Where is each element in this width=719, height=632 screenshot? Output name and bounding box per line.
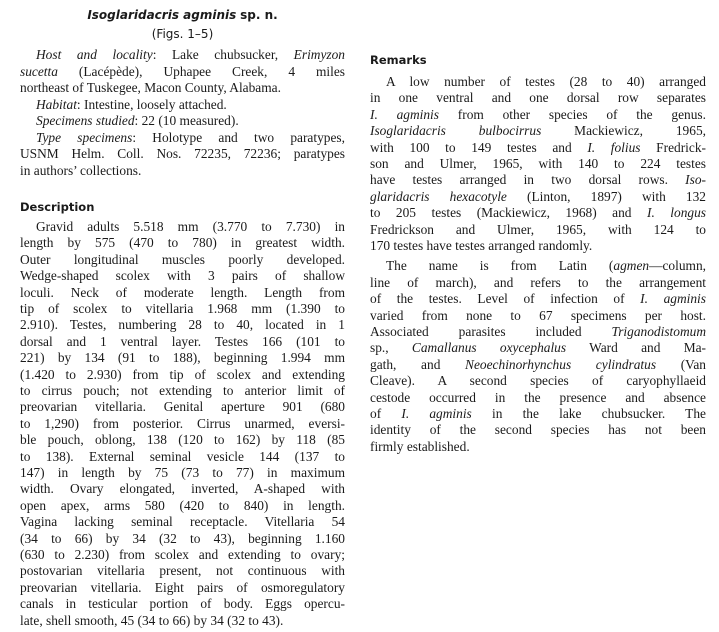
text-run: postovarian vitellaria present, not continuous with xyxy=(20,563,345,579)
text-run: open apex, arms 580 (420 to 840) in length. xyxy=(20,497,345,513)
text-run: with 100 to 149 testes and xyxy=(370,139,588,155)
italic-term: Camallanus oxycephalus xyxy=(411,340,567,356)
text-line xyxy=(370,422,706,438)
text-line xyxy=(20,547,345,563)
text-run: Cleave). A second species of caryophyllaeid xyxy=(370,373,706,389)
figure-reference: (Figs. 1–5) xyxy=(151,27,214,41)
text-run: Fredrickson and Ulmer, 1965, with 124 to xyxy=(370,221,706,237)
text-line xyxy=(370,156,706,172)
text-line xyxy=(370,205,706,221)
text-run: : Intestine, loosely attached. xyxy=(76,96,227,112)
text-line xyxy=(370,390,706,406)
text-line xyxy=(20,146,345,162)
text-line xyxy=(20,514,345,530)
italic-term: Erimyzon xyxy=(293,47,345,62)
italic-term: Host and locality xyxy=(36,47,153,62)
text-line xyxy=(20,613,345,629)
species-suffix: sp. n. xyxy=(240,8,278,22)
text-line xyxy=(20,80,345,96)
text-line xyxy=(370,172,706,188)
text-run: Wedge-shaped scolex with 3 pairs of shallow xyxy=(20,268,345,284)
text-run: 147) in length by 75 (73 to 77) in maximum xyxy=(20,465,345,480)
text-line xyxy=(20,252,345,268)
text-run: 170 testes have testes arranged randomly. xyxy=(370,238,593,253)
remarks-heading: Remarks xyxy=(370,53,427,67)
text-run: firmly established. xyxy=(370,438,470,454)
text-run: to cirrus pouch; not extending to anterior limit of xyxy=(20,383,345,398)
text-line xyxy=(370,340,706,356)
text-run: Gravid adults 5.518 mm (3.770 to 7.730) in xyxy=(36,219,345,234)
text-run: late, shell smooth, 45 (34 to 66) by 34 (32 to 43). xyxy=(20,612,284,628)
text-run: canals in testicular portion of body. Eggs opercu- xyxy=(20,596,345,612)
text-run: in the lake chubsucker. The xyxy=(471,406,706,421)
text-run: Mackiewicz, 1965, xyxy=(541,123,706,139)
italic-term: I. longus xyxy=(646,205,706,221)
italic-term: sucetta xyxy=(20,63,58,79)
text-line xyxy=(370,140,706,156)
text-line xyxy=(20,97,345,113)
text-line xyxy=(20,130,345,146)
text-line xyxy=(20,498,345,514)
italic-term: I. agminis xyxy=(370,106,439,122)
italic-term: glaridacris hexacotyle xyxy=(370,188,507,204)
text-run: sp., xyxy=(370,340,412,356)
text-line xyxy=(20,481,345,497)
text-run: of the testes. Level of infection of xyxy=(370,291,641,307)
text-line xyxy=(20,383,345,399)
text-line xyxy=(20,317,345,333)
text-line xyxy=(370,189,706,205)
text-run: cestode occurred in the presence and absence xyxy=(370,389,706,405)
text-line xyxy=(370,74,706,90)
text-run: son and Ulmer, 1965, with 140 to 224 testes xyxy=(370,156,706,171)
text-line xyxy=(370,373,706,389)
text-line xyxy=(370,238,706,254)
text-line xyxy=(370,308,706,324)
text-run: in one ventral and one dorsal row separates xyxy=(370,90,706,106)
text-line xyxy=(20,285,345,301)
text-run: USNM Helm. Coll. Nos. 72235, 72236; paratypes xyxy=(20,146,345,161)
text-run: width. Ovary elongated, inverted, A-shaped with xyxy=(20,481,345,497)
text-line xyxy=(20,301,345,317)
text-line xyxy=(20,596,345,612)
italic-term: I. folius xyxy=(587,139,641,155)
text-run: northeast of Tuskegee, Macon County, Alabama. xyxy=(20,80,281,95)
text-line xyxy=(20,531,345,547)
text-line xyxy=(370,406,706,422)
species-title xyxy=(20,7,345,23)
text-line xyxy=(20,580,345,596)
text-run: 2.910). Testes, numbering 28 to 40, located in 1 xyxy=(20,317,345,333)
text-run: from other species of the genus. xyxy=(439,106,706,122)
text-run: varied from none to 67 specimens per host. xyxy=(370,307,706,323)
italic-term: agmen xyxy=(613,258,650,274)
text-run: Fredrick- xyxy=(640,139,706,155)
text-line xyxy=(20,163,345,179)
description-heading: Description xyxy=(20,200,95,214)
text-run: (34 to 66) by 34 (32 to 43), beginning 1.160 xyxy=(20,530,345,546)
text-run: (Van xyxy=(656,356,706,372)
italic-term: I. agminis xyxy=(640,291,706,307)
text-run: (630 to 2.230) from scolex and extending to ovary; xyxy=(20,547,345,562)
text-line xyxy=(20,399,345,415)
species-name: Isoglaridacris agminis xyxy=(87,8,237,22)
italic-term: Isoglaridacris bulbocirrus xyxy=(370,123,542,139)
text-line xyxy=(20,64,345,80)
text-line xyxy=(370,324,706,340)
italic-term: I. agminis xyxy=(401,406,472,421)
text-run: preovarian vitellaria. Genital aperture 901 (680 xyxy=(20,399,345,415)
text-line xyxy=(370,90,706,106)
text-run: ble pouch, oblong, 138 (120 to 162) by 118 (85 xyxy=(20,432,345,448)
text-line xyxy=(20,268,345,284)
text-line xyxy=(20,235,345,251)
text-run: Associated parasites included xyxy=(370,324,612,339)
text-line xyxy=(20,334,345,350)
italic-term: Neoechinorhynchus cylindratus xyxy=(465,356,657,372)
text-line xyxy=(20,350,345,366)
text-run: Ward and Ma- xyxy=(566,340,707,356)
text-run: : 22 (10 measured). xyxy=(134,113,239,128)
italic-term: Iso- xyxy=(685,172,706,188)
text-run: length by 575 (470 to 780) in greatest width. xyxy=(20,235,345,251)
text-run: have testes arranged in two dorsal rows. xyxy=(370,172,686,188)
text-run: of xyxy=(370,406,402,421)
text-line xyxy=(20,432,345,448)
text-line xyxy=(370,291,706,307)
text-line xyxy=(20,47,345,63)
text-line xyxy=(370,357,706,373)
text-run: A low number of testes (28 to 40) arranged xyxy=(386,74,706,89)
text-run: line of march), and refers to the arrangement xyxy=(370,274,706,290)
text-run: : Holotype and two paratypes, xyxy=(132,129,345,145)
text-run: (Lacépède), Uphapee Creek, 4 miles xyxy=(57,63,345,79)
text-run: —column, xyxy=(649,258,706,274)
text-line xyxy=(20,449,345,465)
text-run: preovarian vitellaria. Eight pairs of osmoregulatory xyxy=(20,579,345,595)
text-run: (1.420 to 2.930) from tip of scolex and extending xyxy=(20,366,345,382)
text-line xyxy=(370,123,706,139)
text-line xyxy=(20,367,345,383)
text-run: (Linton, 1897) with 132 xyxy=(506,188,706,204)
text-run: Outer longitudinal muscles poorly developed. xyxy=(20,251,345,267)
text-line xyxy=(20,416,345,432)
text-run: in authors’ collections. xyxy=(20,162,142,178)
text-line xyxy=(370,107,706,123)
italic-term: Type specimens xyxy=(36,129,133,145)
text-run: to 1,290) from posterior. Cirrus unarmed, eversi- xyxy=(20,415,345,431)
italic-term: Specimens studied xyxy=(36,113,135,128)
text-run: to 205 testes (Mackiewicz, 1968) and xyxy=(370,205,647,221)
italic-term: Habitat xyxy=(36,96,77,112)
text-line xyxy=(20,113,345,129)
text-run: Vagina lacking seminal receptacle. Vitellaria 54 xyxy=(20,514,345,530)
text-run: 221) by 134 (91 to 188), beginning 1.994 mm xyxy=(20,350,345,366)
text-line xyxy=(370,222,706,238)
text-run: The name is from Latin ( xyxy=(386,258,614,274)
text-line xyxy=(20,219,345,235)
text-run: identity of the second species has not been xyxy=(370,422,706,438)
text-run: to 138). External seminal vesicle 144 (137 to xyxy=(20,448,345,464)
text-run: gath, and xyxy=(370,356,466,372)
text-line xyxy=(20,465,345,481)
text-run: dorsal and 1 ventral layer. Testes 166 (101 to xyxy=(20,333,345,349)
text-run: loculi. Neck of moderate length. Length from xyxy=(20,284,345,300)
text-run: tip of scolex to vitellaria 1.968 mm (1.390 to xyxy=(20,301,345,316)
text-line xyxy=(370,258,706,274)
text-line xyxy=(20,563,345,579)
text-line xyxy=(370,275,706,291)
text-line xyxy=(370,439,706,455)
italic-term: Triganodistomum xyxy=(611,324,706,339)
text-run: : Lake chubsucker, xyxy=(152,47,294,62)
